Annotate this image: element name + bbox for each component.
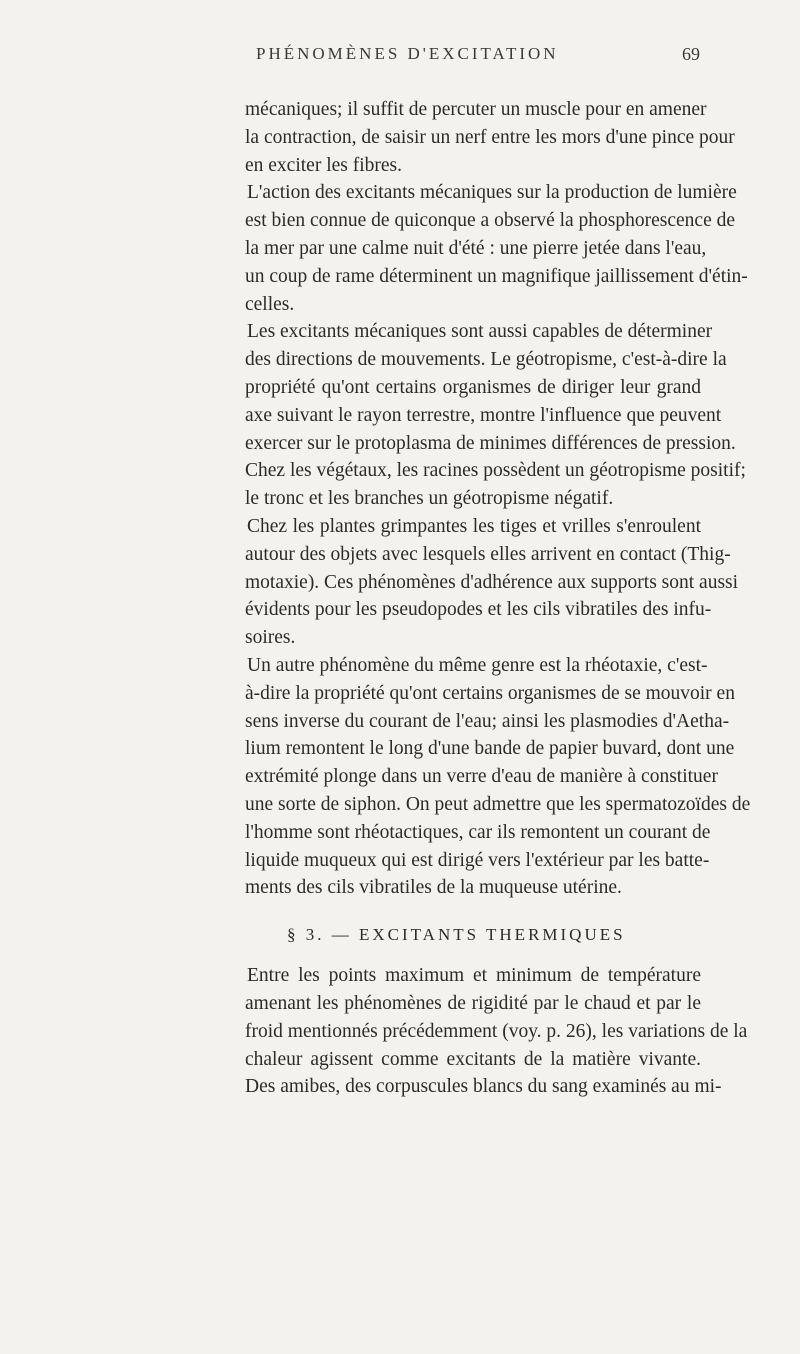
text-line: liquide muqueux qui est dirigé vers l'extérieur par les batte-	[245, 849, 710, 871]
text-line: autour des objets avec lesquels elles arrivent en contact (Thig-	[245, 543, 731, 565]
body-text	[245, 96, 751, 1101]
text-line: la contraction, de saisir un nerf entre les mors d'une pince pour	[245, 126, 735, 148]
page-number: 69	[682, 44, 700, 64]
text-line: chaleur agissent comme excitants de la matière vivante.	[245, 1048, 701, 1070]
text-line: Les excitants mécaniques sont aussi capables de déterminer	[247, 321, 713, 343]
running-head	[0, 44, 800, 74]
text-line: une sorte de siphon. On peut admettre que les spermatozoïdes de	[245, 793, 751, 815]
text-line: Chez les plantes grimpantes les tiges et vrilles s'enroulent	[247, 515, 701, 537]
text-line: exercer sur le protoplasma de minimes différences de pression.	[245, 432, 736, 454]
text-line: évidents pour les pseudopodes et les cils vibratiles des infu-	[245, 599, 712, 621]
text-line: L'action des excitants mécaniques sur la production de lumière	[247, 182, 737, 204]
text-line: froid mentionnés précédemment (voy. p. 26), les variations de la	[245, 1020, 748, 1042]
text-line: amenant les phénomènes de rigidité par le chaud et par le	[245, 992, 701, 1014]
text-line: le tronc et les branches un géotropisme négatif.	[245, 488, 614, 510]
text-line: l'homme sont rhéotactiques, car ils remontent un courant de	[245, 821, 711, 843]
text-line: axe suivant le rayon terrestre, montre l'influence que peuvent	[245, 404, 722, 426]
text-line: Des amibes, des corpuscules blancs du sang examinés au mi-	[245, 1076, 722, 1098]
text-line: Un autre phénomène du même genre est la rhéotaxie, c'est-	[247, 654, 708, 676]
text-line: est bien connue de quiconque a observé la phosphorescence de	[245, 210, 736, 232]
text-line: lium remontent le long d'une bande de papier buvard, dont une	[245, 738, 735, 760]
text-line: mécaniques; il suffit de percuter un muscle pour en amener	[245, 99, 707, 120]
text-line: soires.	[245, 627, 296, 649]
text-line: celles.	[245, 293, 295, 315]
text-line: un coup de rame déterminent un magnifique jaillissement d'étin-	[245, 265, 748, 287]
text-line: Chez les végétaux, les racines possèdent un géotropisme positif;	[245, 460, 746, 482]
text-line: sens inverse du courant de l'eau; ainsi les plasmodies d'Aetha-	[245, 710, 730, 732]
text-line: à-dire la propriété qu'ont certains organismes de se mouvoir en	[245, 682, 735, 704]
text-line: la mer par une calme nuit d'été : une pierre jetée dans l'eau,	[245, 237, 707, 259]
text-line: des directions de mouvements. Le géotropisme, c'est-à-dire la	[245, 349, 727, 371]
running-title: PHÉNOMÈNES D'EXCITATION	[256, 44, 559, 63]
text-line: ments des cils vibratiles de la muqueuse utérine.	[245, 877, 622, 899]
section-heading: § 3. — EXCITANTS THERMIQUES	[287, 925, 626, 945]
text-line: Entre les points maximum et minimum de température	[247, 965, 701, 987]
text-line: extrémité plonge dans un verre d'eau de manière à constituer	[245, 766, 718, 788]
text-line: en exciter les fibres.	[245, 154, 403, 176]
text-line: propriété qu'ont certains organismes de diriger leur grand	[245, 376, 701, 398]
text-line: motaxie). Ces phénomènes d'adhérence aux supports sont aussi	[245, 571, 739, 593]
